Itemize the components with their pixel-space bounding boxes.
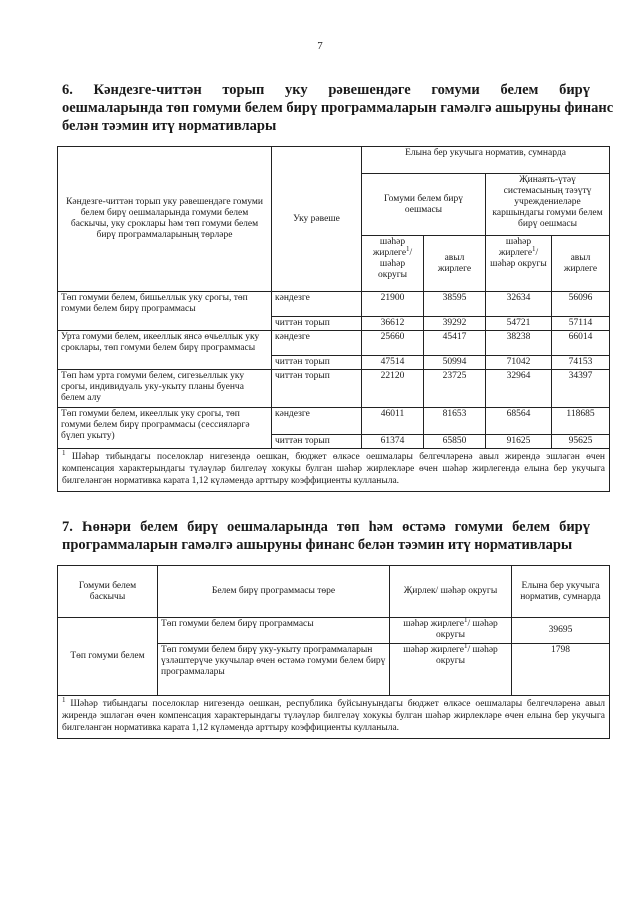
section-7-heading <box>62 518 590 554</box>
footnote-mark: 1 <box>406 244 410 253</box>
footnote-text: Шәһәр тибындагы поселоклар нигезендә оешкан, республика буйсынуындагы бюджет өлкәсе оешмалары белгечләренә авыл жирендә эшләгән өчен компенсация характерындагы түләүләр билгеләү хокукы булган шәһәр жирлекләре өчен елына бер укучыга билгеләнгән нормативка карата 1,12 күләмендә арттыру коэффициенты кулланыла. <box>62 699 606 733</box>
footnote-mark: 1 <box>62 448 66 457</box>
program-cell: Төп гомуми белем бирү программасы <box>158 618 390 644</box>
footnote-mark: 1 <box>464 641 468 650</box>
heading-line: 6. Кәндезге-читтән торып уку рәвешендәге гомуми белем бирү <box>62 82 590 98</box>
table-row <box>58 331 610 356</box>
value-cell: 21900 <box>362 292 424 317</box>
col-header-normative: Елына бер укучыга норматив, сумнарда <box>512 566 610 618</box>
col-header-normative: Елына бер укучыга норматив, сумнарда <box>362 147 610 174</box>
value-cell: 54721 <box>486 317 552 331</box>
table-row <box>58 370 610 408</box>
col-header-urban-penal <box>486 236 552 292</box>
settlement-cell <box>390 641 512 696</box>
col-header-settlement: Җирлек/ шәһәр округы <box>390 566 512 618</box>
col-header-penal-org: Җинаять-үтәү системасының тәэүтү учреждениеләре каршындагы гомуми белем бирү оешмасы <box>486 174 610 236</box>
col-header-rural: авыл жирлеге <box>424 236 486 292</box>
study-form-cell: кәндезге <box>272 331 362 356</box>
value-cell: 23725 <box>424 370 486 408</box>
value-cell: 46011 <box>362 408 424 435</box>
col-header-program: Белем бирү программасы төре <box>158 566 390 618</box>
value-cell: 65850 <box>424 435 486 449</box>
value-cell: 91625 <box>486 435 552 449</box>
table-footnote <box>58 449 610 492</box>
value-cell: 22120 <box>362 370 424 408</box>
value-cell: 57114 <box>552 317 610 331</box>
col-header-program-type: Кәндезге-читтән торып уку рәвешендәге гомуми белем бирү оешмаларында гомуми белем баскычы, уку сроклары һәм төп гомуми белем бирү программаларының төрләре <box>58 147 272 292</box>
settlement-tail: / шәһәр округы <box>435 645 498 666</box>
footnote-mark: 1 <box>62 695 66 704</box>
level-cell: Төп гомуми белем <box>58 618 158 696</box>
footnote-text: Шәһәр тибындагы поселоклар нигезендә оешкан, бюджет өлкәсе оешмалары белгечләренә авыл жирендә эшләгән өчен компенсация характерындагы түләүләр билгеләү хокукы булган шәһәр жирлекләре өчен шәһәр жирлегендә елына бер укучыга билгеләнгән нормативка карата 1,12 күләмендә арттыру коэффициенты кулланыла. <box>62 452 606 486</box>
settlement-text: шәһәр жирлеге <box>403 619 465 629</box>
value-cell: 47514 <box>362 356 424 370</box>
value-cell: 36612 <box>362 317 424 331</box>
settlement-cell <box>390 615 512 644</box>
col-header-urban-text: шәһәр жирлеге <box>372 237 407 258</box>
value-cell: 50994 <box>424 356 486 370</box>
col-header-level: Гомуми белем баскычы <box>58 566 158 618</box>
normatives-table-distance <box>57 146 610 492</box>
col-header-rural-penal: авыл жирлеге <box>552 236 610 292</box>
value-cell: 56096 <box>552 292 610 317</box>
settlement-text: шәһәр жирлеге <box>403 645 465 655</box>
study-form-cell: читтән торып <box>272 356 362 370</box>
value-cell: 34397 <box>552 370 610 408</box>
footnote-mark: 1 <box>532 244 536 253</box>
heading-line: оешмаларында төп гомуми белем бирү программаларын гамәлгә ашыруны финанс <box>62 100 614 116</box>
table-row <box>58 292 610 317</box>
value-cell: 1798 <box>512 644 610 696</box>
study-form-cell: читтән торып <box>272 435 362 449</box>
value-cell: 39292 <box>424 317 486 331</box>
value-cell: 45417 <box>424 331 486 356</box>
study-form-cell: кәндезге <box>272 292 362 317</box>
value-cell: 61374 <box>362 435 424 449</box>
value-cell: 74153 <box>552 356 610 370</box>
col-header-urban-tail: / шәһәр округы <box>377 248 413 280</box>
value-cell: 32634 <box>486 292 552 317</box>
footnote-mark: 1 <box>464 615 468 624</box>
col-header-urban-text: шәһәр жирлеге <box>498 237 533 258</box>
heading-line: 7. Һөнәри белем бирү оешмаларында төп һәм өстәмә гомуми белем бирү <box>62 519 590 535</box>
value-cell: 66014 <box>552 331 610 356</box>
study-form-cell: читтән торып <box>272 317 362 331</box>
row-label: Урта гомуми белем, икееллык янсә өчьеллык уку сроклары, төп гомуми белем бирү программасы <box>58 331 272 370</box>
program-cell: Төп гомуми белем бирү уку-укыту программаларын үзләштерүче укучылар өчен өстәмә гомуми белем бирү программалары <box>158 644 390 696</box>
value-cell: 32964 <box>486 370 552 408</box>
heading-line: белән тәэмин итү нормативлары <box>62 118 277 134</box>
table-footnote <box>58 696 610 739</box>
table-row <box>58 408 610 435</box>
value-cell: 81653 <box>424 408 486 435</box>
col-header-study-form: Уку рәвеше <box>272 147 362 292</box>
value-cell: 71042 <box>486 356 552 370</box>
row-label: Төп һәм урта гомуми белем, сигезьеллык уку срогы, индивидуаль уку-укыту планы буенча белем алу <box>58 370 272 408</box>
value-cell: 38238 <box>486 331 552 356</box>
page-number: 7 <box>317 40 323 52</box>
settlement-tail: / шәһәр округы <box>435 619 498 640</box>
value-cell: 38595 <box>424 292 486 317</box>
row-label: Төп гомуми белем, икееллык уку срогы, төп гомуми белем бирү программасы (сессияләргә бүлеп укыту) <box>58 408 272 449</box>
row-label: Төп гомуми белем, бишьеллык уку срогы, төп гомуми белем бирү программасы <box>58 292 272 331</box>
value-cell: 95625 <box>552 435 610 449</box>
value-cell: 39695 <box>512 618 610 644</box>
table-row <box>58 618 610 644</box>
col-header-urban <box>362 236 424 292</box>
value-cell: 25660 <box>362 331 424 356</box>
study-form-cell: кәндезге <box>272 408 362 435</box>
value-cell: 118685 <box>552 408 610 435</box>
normatives-table-vocational <box>57 565 610 739</box>
heading-line: программаларын гамәлгә ашыруны финанс белән тәэмин итү нормативлары <box>62 537 573 553</box>
col-header-urban-tail: / шәһәр округы <box>490 248 547 269</box>
study-form-cell: читтән торып <box>272 370 362 408</box>
section-6-heading <box>62 81 614 135</box>
col-header-general-org: Гомуми белем бирү оешмасы <box>362 174 486 236</box>
value-cell: 68564 <box>486 408 552 435</box>
